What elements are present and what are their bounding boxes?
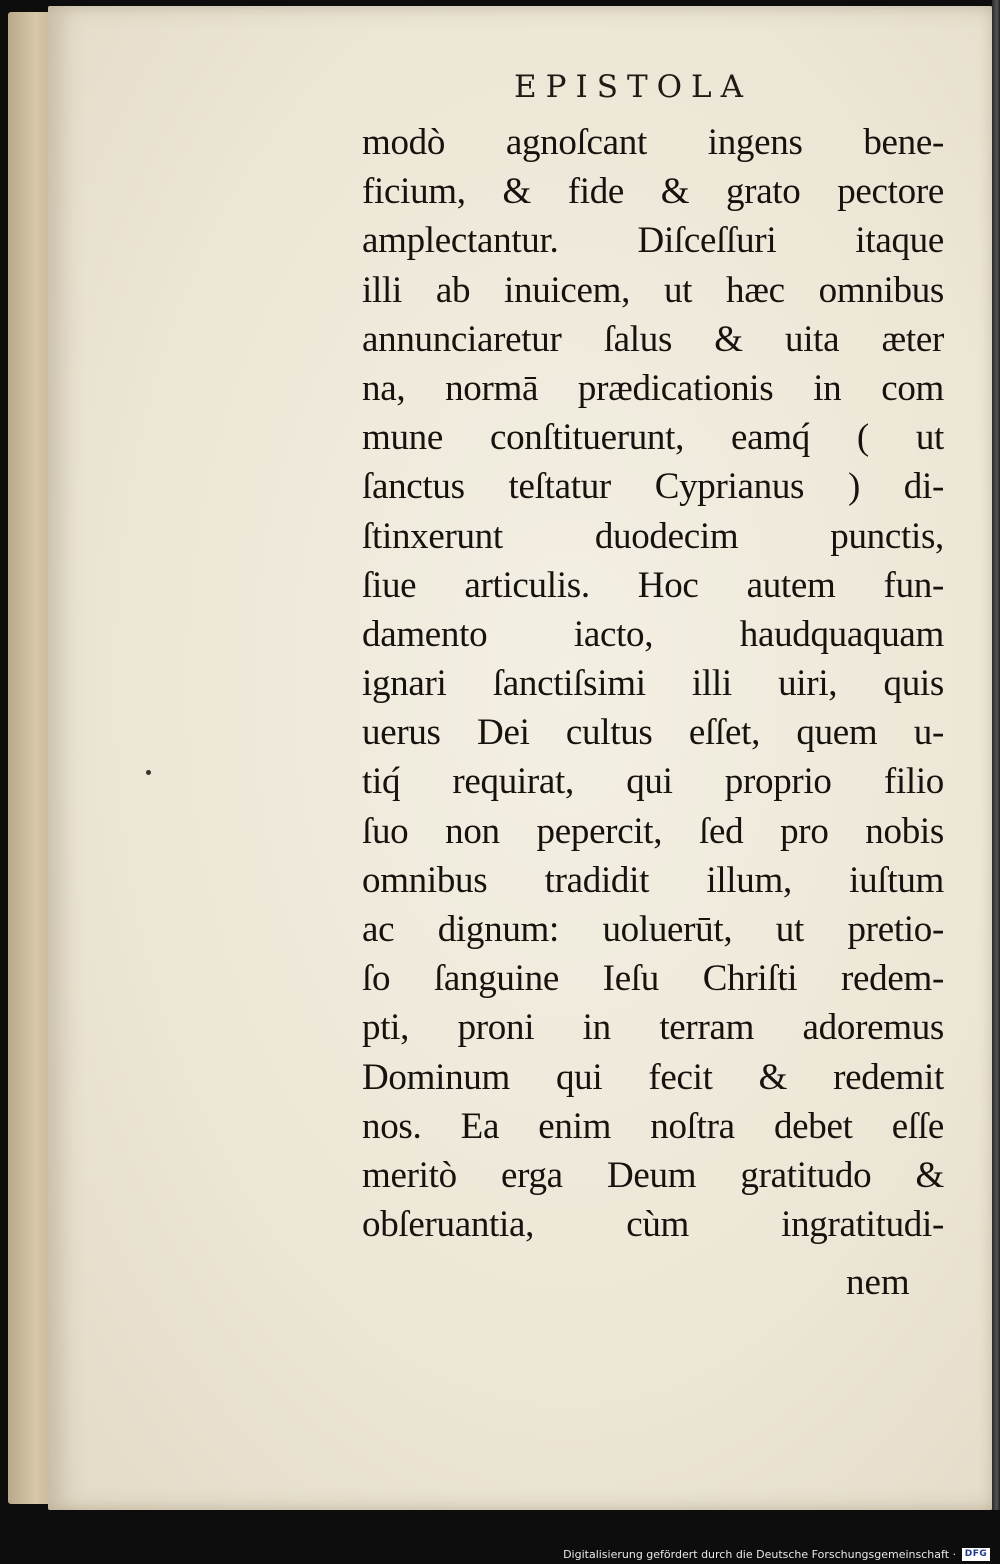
catchword: nem bbox=[846, 1262, 910, 1303]
text-line: mune conſtituerunt, eamq́ ( ut bbox=[362, 417, 944, 459]
page-edge-shadow bbox=[992, 0, 1000, 1510]
text-line: ſiue articulis. Hoc autem fun- bbox=[362, 564, 944, 606]
text-line: damento iacto, haudquaquam bbox=[362, 613, 944, 655]
text-block bbox=[362, 118, 944, 1249]
text-line: ſanctus teſtatur Cyprianus ) di- bbox=[362, 466, 944, 508]
text-line: tiq́ requirat, qui proprio filio bbox=[362, 761, 944, 803]
funding-credit: Digitalisierung gefördert durch die Deutsche Forschungsgemeinschaft · bbox=[563, 1548, 956, 1561]
paper-speck bbox=[146, 770, 151, 775]
text-line: nos. Ea enim noſtra debet eſſe bbox=[362, 1105, 944, 1147]
text-line: modò agnoſcant ingens bene- bbox=[362, 122, 944, 163]
text-line: annunciaretur ſalus & uita æter bbox=[362, 318, 944, 360]
text-line: ignari ſanctiſsimi illi uiri, quis bbox=[362, 663, 944, 705]
text-line: ficium, & fide & grato pectore bbox=[362, 171, 944, 213]
text-line: na, normā prædicationis in com bbox=[362, 367, 944, 409]
text-line: uerus Dei cultus eſſet, quem u- bbox=[362, 712, 944, 754]
text-line: ſo ſanguine Ieſu Chriſti redem- bbox=[362, 958, 944, 1000]
text-line: Dominum qui fecit & redemit bbox=[362, 1056, 944, 1098]
text-line: omnibus tradidit illum, iuſtum bbox=[362, 859, 944, 901]
dfg-logo-icon: DFG bbox=[962, 1548, 990, 1561]
text-line: meritò erga Deum gratitudo & bbox=[362, 1154, 944, 1196]
text-line: pti, proni in terram adoremus bbox=[362, 1007, 944, 1049]
text-line: illi ab inuicem, ut hæc omnibus bbox=[362, 269, 944, 311]
text-line: obſeruantia, cùm ingratitudi- bbox=[362, 1204, 944, 1246]
text-line: ſtinxerunt duodecim punctis, bbox=[362, 515, 944, 557]
running-head: EPISTOLA bbox=[514, 69, 753, 105]
text-line: amplectantur. Diſceſſuri itaque bbox=[362, 220, 944, 262]
text-line: ſuo non pepercit, ſed pro nobis bbox=[362, 810, 944, 852]
text-line: ac dignum: uoluerūt, ut pretio- bbox=[362, 909, 944, 950]
